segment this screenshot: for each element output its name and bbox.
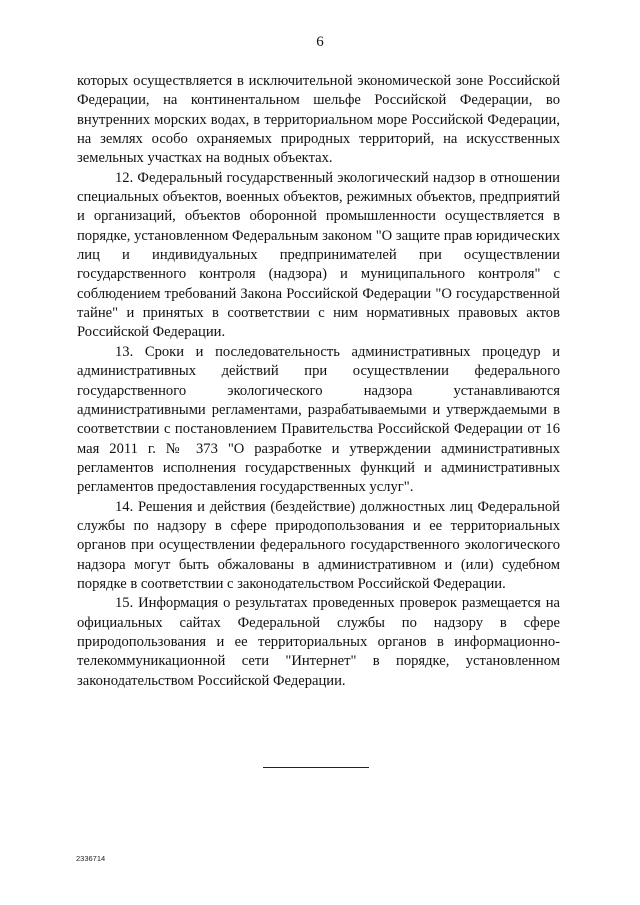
document-code: 2336714 bbox=[76, 854, 106, 863]
document-body bbox=[77, 72, 560, 691]
page-number: 6 bbox=[316, 34, 324, 50]
paragraph-12: 12. Федеральный государственный экологический надзор в отношении специальных объектов, военных объектов, режимных объектов, предприятий и организаций, объектов оборонной промышленности осуществляется в порядке, установленном Федеральным законом "О защите прав юридических лиц и индивидуальных предпринимателей при осуществлении государственного контроля (надзора) и муниципального контроля" с соблюдением требований Закона Российской Федерации "О государственной тайне" и принятых в соответствии с ним нормативных правовых актов Российской Федерации. bbox=[77, 169, 560, 341]
paragraph-13: 13. Сроки и последовательность административных процедур и административных действий при осуществлении федерального государственного экологического надзора устанавливаются административными регламентами, разрабатываемыми и утверждаемыми в соответствии с постановлением Правительства Российской Федерации от 16 мая 2011 г. № 373 "О разработке и утверждении административных регламентов исполнения государственных функций и административных регламентов предоставления государственных услуг". bbox=[77, 343, 560, 496]
paragraph-14: 14. Решения и действия (бездействие) должностных лиц Федеральной службы по надзору в сфере природопользования и ее территориальных органов при осуществлении федерального государственного экологического надзора могут быть обжалованы в административном и (или) судебном порядке в соответствии с законодательством Российской Федерации. bbox=[77, 498, 560, 592]
paragraph-continuation: которых осуществляется в исключительной экономической зоне Российской Федерации, на континентальном шельфе Российской Федерации, во внутренних морских водах, в территориальном море Российской Федерации, на землях особо охраняемых природных территорий, на искусственных земельных участках на водных объектах. bbox=[77, 73, 560, 167]
paragraph-15: 15. Информация о результатах проведенных проверок размещается на официальных сайтах Федеральной службы по надзору в сфере природопользования и ее территориальных органов в информационно-телекоммуникационной сети "Интернет" в порядке, установленном законодательством Российской Федерации. bbox=[77, 595, 560, 689]
end-separator-line bbox=[263, 767, 369, 768]
